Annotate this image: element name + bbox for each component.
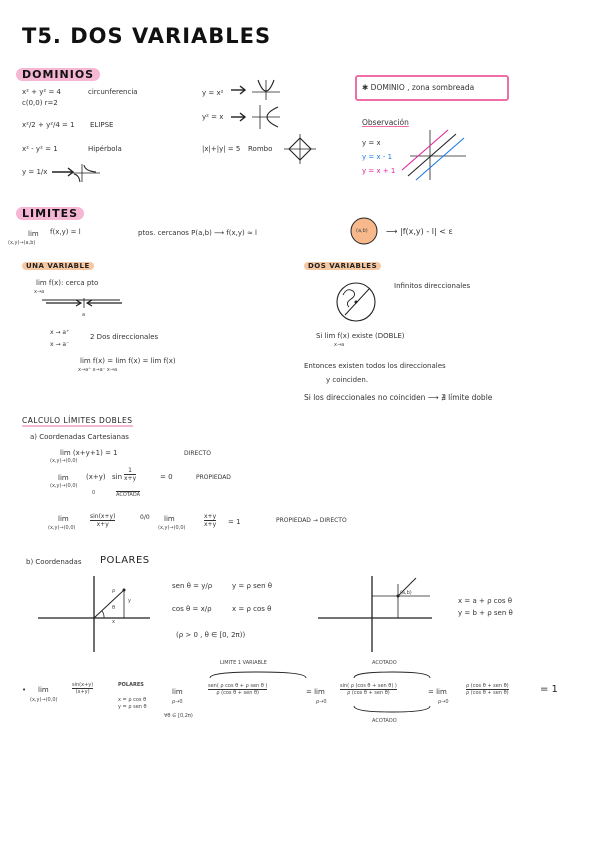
dominio-note-text: ✱ DOMINIO , zona sombreada [362,83,475,92]
ex2-sin-arg-num: 1 [124,467,136,475]
final-frac2 [208,683,267,696]
ex3-frac-den: x+y [204,521,217,528]
dominio-name-circle: circunferencia [88,88,138,96]
final-f2-den: ρ (cos θ + sen θ) [216,690,259,696]
dominio-name-ellipse: ELIPSE [90,121,114,129]
final-frac1 [72,682,93,695]
ex2-sub: (x,y)→(0,0) [50,483,78,489]
dominio-eq-inverse: y = 1/x [22,168,48,176]
final-f4-den: ρ (cos θ + sen θ) [466,690,509,696]
dos-variables-heading: DOS VARIABLES [304,262,381,270]
dominio-eq-circle: x² + y² = 4 [22,88,61,96]
ex1-limit: lim (x+y+1) = 1 [60,449,118,457]
dos-infinitos: Infinitos direccionales [394,282,471,290]
ex3-frac-num: x+y [204,513,217,520]
final-f3-mid: ρ (cos θ + sen θ) [347,690,390,696]
final-limite-1-variable: LIMITE 1 VARIABLE [220,660,267,666]
una-dir-text: 2 Dos direccionales [90,333,159,341]
final-bullet: • [22,686,27,694]
una-dir-right: x → a⁺ [50,329,70,336]
brace-acotado-bottom [352,704,432,718]
una-lateral-equality: lim f(x) = lim f(x) = lim f(x) [80,357,176,365]
page-title: T5. DOS VARIABLES [22,24,272,48]
dos-si-sub: x→a [334,342,345,348]
limites-heading: LIMITES [16,207,84,220]
dominio-eq-circle-center: c(0,0) r=2 [22,99,58,107]
limit-subscript: (x,y)→(a,b) [8,240,36,246]
ex1-sub: (x,y)→(0,0) [50,458,78,464]
final-sub1: (x,y)→(0,0) [30,697,58,703]
polar-rho-label: ρ [112,588,116,594]
dominio-name-rhombus: Rombo [248,145,273,153]
final-polares-label: POLARES [118,682,144,688]
dominio-eq-sideways-parabola: y² = x [202,113,224,121]
rhombus-graph-icon [280,134,320,164]
dominio-note-box [355,75,509,101]
ex3-fraction [90,513,115,528]
dominios-heading: DOMINIOS [16,68,100,81]
final-frac3 [340,683,397,696]
dominio-eq-hyperbola: x² - y² = 1 [22,145,58,153]
dominio-eq-ellipse: x²/2 + y²/4 = 1 [22,121,75,129]
calculo-heading: CALCULO LÍMITES DOBLES [22,416,133,425]
final-sub3: ρ→0 [316,699,327,705]
brace-limite-top [208,666,308,680]
parallel-lines-graph [400,128,470,183]
observacion-line-2: y = x - 1 [362,153,393,161]
ex2-note: PROPIEDAD [196,474,231,481]
ex3-indeterminate: 0/0 [140,514,150,521]
una-a-label: a [82,312,86,318]
ex3-fraction2 [204,513,216,528]
final-f4-num: ρ (cos θ + sen θ) [466,683,509,689]
una-variable-heading: UNA VARIABLE [22,262,94,270]
polar-range: (ρ > 0 , θ ∈ [0, 2π)) [176,631,246,639]
final-lim3: = lim [306,688,325,696]
final-acotado-2: ACOTADO [372,718,397,724]
polar-cos-def: cos θ = x/ρ [172,605,212,613]
cartesianas-heading: a) Coordenadas Cartesianas [30,433,129,441]
observacion-label: Observación [362,118,409,127]
ex2-sin-arg [124,467,136,482]
limit-ptos-cercanos: ptos. cercanos P(a,b) ⟶ f(x,y) ≈ l [138,229,257,237]
ex3-lim2: lim [164,515,175,523]
ex2-zero: 0 [92,490,96,496]
parabola-graph-icon [226,80,286,102]
ex3-note: PROPIEDAD → DIRECTO [276,517,347,524]
ex3-lim: lim [58,515,69,523]
ex2-sin: sin [112,473,123,481]
dominio-name-hyperbola: Hipérbola [88,145,122,153]
final-result: = 1 [540,684,558,695]
final-f2-num: sen( ρ cos θ + ρ sen θ ) [208,683,268,689]
shifted-x-def: x = a + ρ cos θ [458,597,513,605]
shifted-y-def: y = b + ρ sen θ [458,609,513,617]
ex1-note: DIRECTO [184,450,211,457]
dos-entonces: Entonces existen todos los direccionales [304,362,446,370]
final-sub2: ρ→0 [172,699,183,705]
dos-si-existe: Si lim f(x) existe (DOBLE) [316,332,405,340]
final-lim1: lim [38,686,49,694]
ex2-sin-arg-den: x+y [124,475,137,482]
shifted-ab-label: (a,b) [400,590,412,596]
ex2-factor: (x+y) [86,473,106,481]
dos-coinciden: y coinciden. [326,376,369,384]
polar-x-def: x = ρ cos θ [232,605,272,613]
final-f1-num: sin(x+y) [72,682,94,688]
limit-lim-word: lim [28,230,39,238]
polar-axes-graph [38,574,158,654]
final-frac4 [466,683,509,696]
final-polares-x: x = ρ cos θ [118,697,147,703]
sideways-parabola-graph-icon [226,105,286,131]
ex3-result: = 1 [228,518,241,526]
shifted-polar-graph [318,574,438,654]
ex3-den: x+y [96,521,109,528]
brace-acotado-top [352,666,432,680]
polar-theta-label: θ [112,605,116,611]
polar-x-label: x [112,619,115,625]
dominio-eq-rhombus: |x|+|y| = 5 [202,145,241,153]
polares-heading-a: b) Coordenadas [26,558,82,566]
ex2-acotada: ACOTADA [116,492,141,498]
una-lateral-subs: x→a⁺ x→a⁻ x→a [78,367,118,373]
final-f3-num: sin( ρ (cos θ + sen θ) ) [340,683,397,689]
dominio-eq-parabola: y = x² [202,89,224,97]
polar-sen-def: sen θ = y/ρ [172,582,213,590]
final-f1-den: (x+y) [75,689,90,695]
dos-no-coinciden: Si los direccionales no coinciden ⟶ ∄ límite doble [304,393,493,402]
ex3-sub2: (x,y)→(0,0) [158,525,186,531]
neighborhood-circle-label: (a,b) [356,228,368,234]
una-lim-text: lim f(x): cerca pto [36,279,99,287]
una-lim-sub: x→a [34,289,45,295]
polares-heading-b: POLARES [100,555,150,566]
polar-y-label: y [128,598,131,604]
ex2-lim: lim [58,474,69,482]
ex3-num: sin(x+y) [90,513,116,520]
observacion-line-3: y = x + 1 [362,167,396,175]
limit-epsilon: ⟶ |f(x,y) - l| < ε [386,227,453,236]
final-sub4: ρ→0 [438,699,449,705]
final-acotado-1: ACOTADO [372,660,397,666]
final-lim2: lim [172,688,183,696]
observacion-line-1: y = x [362,139,381,147]
limit-expression: f(x,y) = l [50,228,81,236]
inverse-graph-icon [52,164,132,184]
two-var-neighborhood-icon [335,281,377,323]
una-dir-left: x → a⁻ [50,341,70,348]
final-polares-y: y = ρ sen θ [118,704,147,710]
polar-y-def: y = ρ sen θ [232,582,273,590]
ex3-sub: (x,y)→(0,0) [48,525,76,531]
final-sub2b: ∀θ ∈ [0,2π) [164,713,193,719]
ex2-result: = 0 [160,473,173,481]
final-lim4: = lim [428,688,447,696]
